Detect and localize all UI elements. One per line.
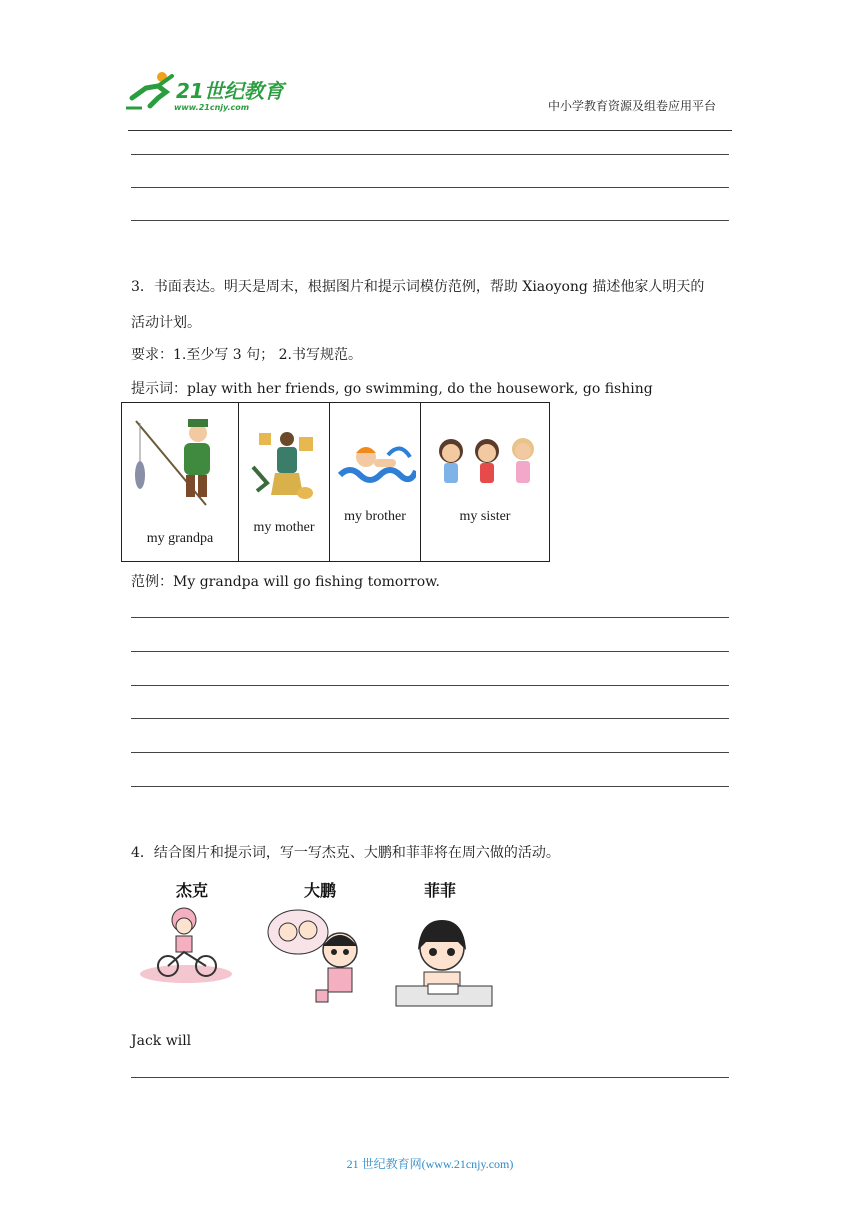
- answer-line: [131, 154, 729, 155]
- picture-table: [121, 402, 550, 562]
- picture-cell-sister: [421, 403, 550, 562]
- q3-instruction-line2: 活动计划。: [131, 315, 201, 331]
- picture-caption: my grandpa: [146, 531, 214, 546]
- runner-icon: [126, 72, 172, 108]
- housework-mother-illustration: [249, 427, 321, 503]
- q3-hint: 提示词：play with her friends, go swimming, do the housework, go fishing: [131, 381, 653, 397]
- sister-with-friends-illustration: [431, 431, 541, 497]
- picture-cell-grandpa: [122, 403, 239, 562]
- dapeng-visiting-grandparents-illustration: [268, 910, 357, 1002]
- picture-caption: my brother: [344, 509, 406, 524]
- site-logo: [122, 68, 292, 114]
- q4-illustration: [128, 876, 500, 1016]
- name-feifei: 菲菲: [424, 881, 457, 900]
- header-divider: [128, 130, 732, 131]
- page-footer: 21 世纪教育网(www.21cnjy.com): [346, 1157, 514, 1171]
- name-jack: 杰克: [176, 881, 209, 900]
- swimming-brother-illustration: [338, 435, 416, 489]
- answer-line[interactable]: [131, 651, 729, 652]
- header-tagline: 中小学教育资源及组卷应用平台: [548, 99, 717, 113]
- q3-example: 范例：My grandpa will go fishing tomorrow.: [131, 574, 440, 590]
- picture-cell-brother: [330, 403, 421, 562]
- feifei-doing-homework-illustration: [396, 920, 492, 1006]
- jack-cycling-illustration: [140, 908, 232, 983]
- q3-instruction-line1: 3．书面表达。明天是周末，根据图片和提示词模仿范例，帮助 Xiaoyong 描述他家人明天的: [131, 279, 705, 295]
- answer-line[interactable]: [131, 685, 729, 686]
- answer-line[interactable]: [131, 617, 729, 618]
- fishing-grandpa-illustration: [130, 415, 230, 510]
- logo-url: www.21cnjy.com: [174, 103, 250, 112]
- answer-line[interactable]: [131, 786, 729, 787]
- answer-line: [131, 187, 729, 188]
- answer-line[interactable]: [131, 1077, 729, 1078]
- q4-instruction: 4．结合图片和提示词，写一写杰克、大鹏和菲菲将在周六做的活动。: [131, 845, 560, 861]
- answer-line[interactable]: [131, 752, 729, 753]
- q3-requirement: 要求：1.至少写 3 句； 2.书写规范。: [131, 347, 362, 363]
- name-dapeng: 大鹏: [304, 881, 337, 900]
- answer-line: [131, 220, 729, 221]
- picture-caption: my sister: [459, 509, 511, 524]
- picture-caption: my mother: [253, 520, 315, 535]
- logo-text: 21世纪教育: [176, 79, 284, 103]
- picture-cell-mother: [239, 403, 330, 562]
- answer-line[interactable]: [131, 718, 729, 719]
- q4-answer-start: Jack will: [131, 1033, 192, 1049]
